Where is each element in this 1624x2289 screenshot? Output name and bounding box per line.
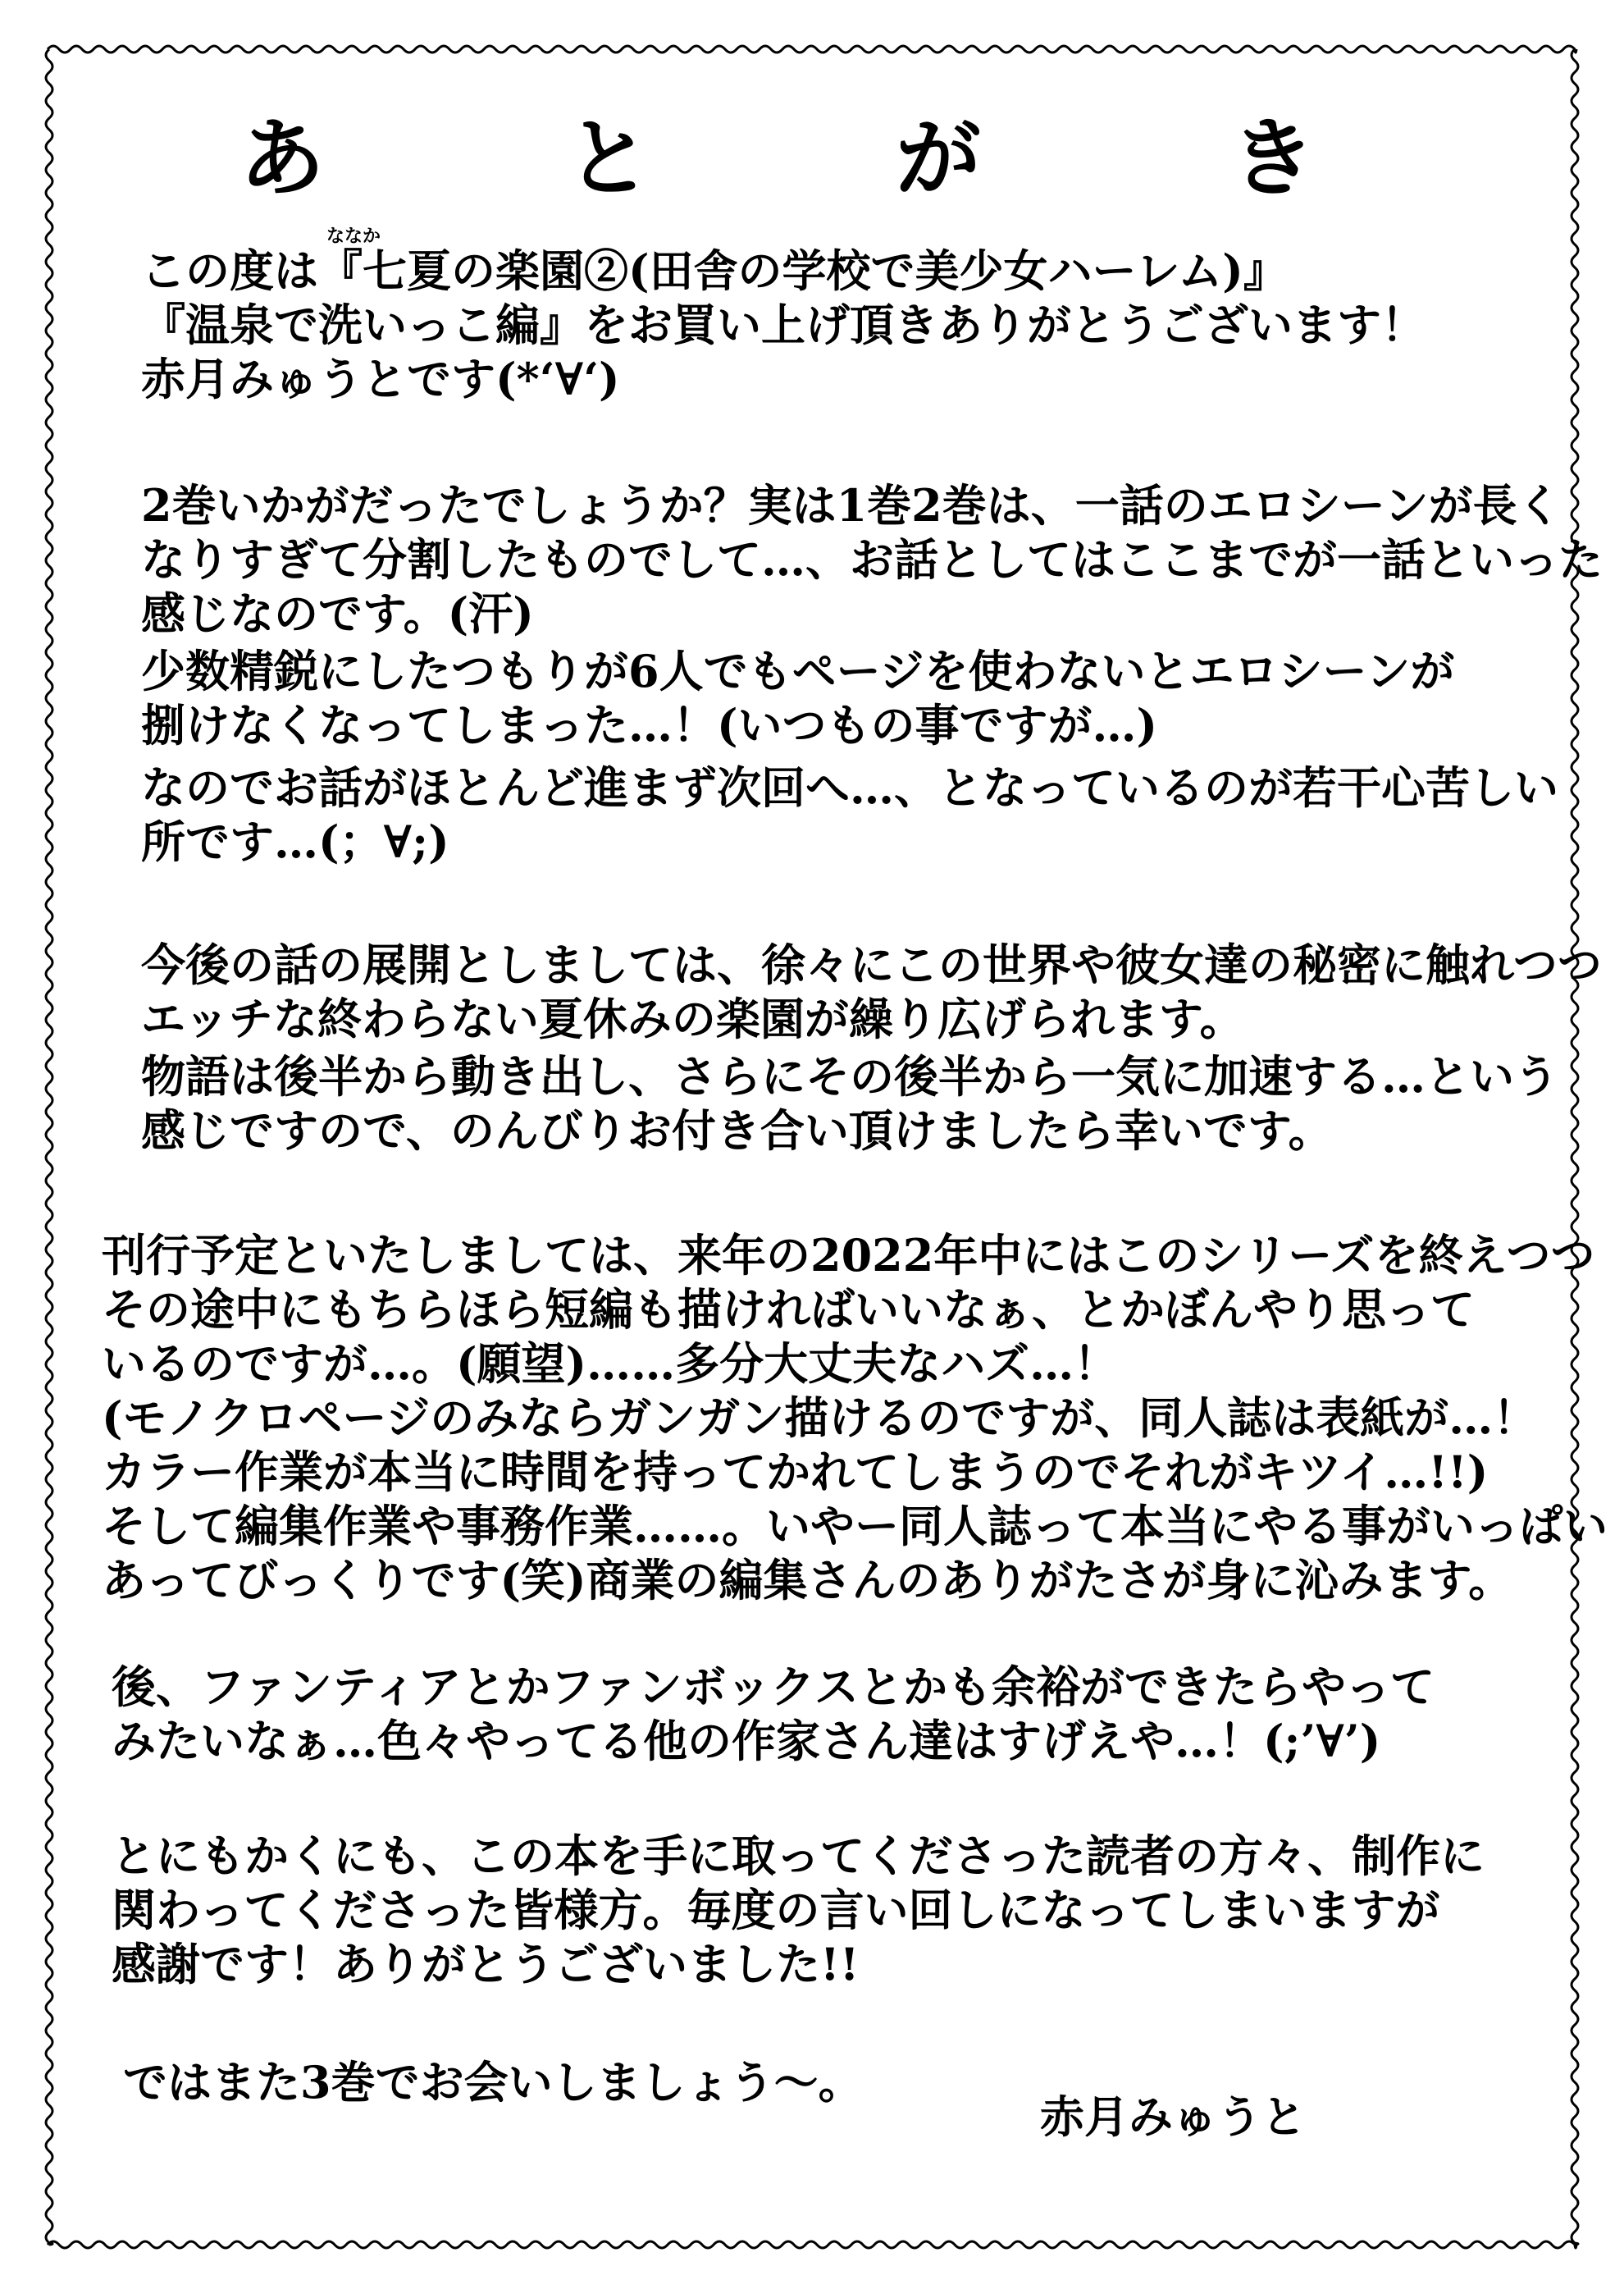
text-line: いるのですが…。(願望)……多分大丈夫なハズ…！ bbox=[102, 1337, 1119, 1390]
furigana: ななか bbox=[326, 226, 381, 247]
text-line: この度は『七夏の楽園②(田舎の学校で美少女ハーレム)』 bbox=[141, 244, 1288, 297]
text-line: エッチな終わらない夏休みの楽園が繰り広げられます。 bbox=[141, 993, 1244, 1045]
text-line: 捌けなくなってしまった…！(いつもの事ですが…) bbox=[141, 699, 1158, 752]
text-line: 所です…(；∀;) bbox=[141, 816, 449, 868]
text-line: その途中にもちらほら短編も描ければいいなぁ、とかぼんやり思って bbox=[102, 1283, 1475, 1336]
text-line: 『温泉で洗いっこ編』をお買い上げ頂きありがとうございます！ bbox=[141, 299, 1426, 351]
text-line: 刊行予定といたしましては、来年の2022年中にはこのシリーズを終えつつ bbox=[102, 1229, 1595, 1282]
text-line: そして編集作業や事務作業……。いやー同人誌って本当にやる事がいっぱい bbox=[102, 1500, 1608, 1552]
text-line: 2巻いかがだったでしょうか？実は1巻2巻は、一話のエロシーンが長く bbox=[141, 479, 1562, 532]
title-char: あ bbox=[239, 108, 326, 208]
text-line: 感謝です！ありがとうございました!! bbox=[112, 1938, 860, 1990]
text-line: とにもかくにも、この本を手に取ってくださった読者の方々、制作に bbox=[112, 1830, 1485, 1882]
text-line: 物語は後半から動き出し、さらにその後半から一気に加速する…という bbox=[141, 1050, 1558, 1103]
author-signature: 赤月みゅうと bbox=[1040, 2090, 1306, 2143]
text-line: 感じなのです。(汗) bbox=[141, 587, 534, 640]
title-char: と bbox=[566, 108, 652, 208]
text-line: あってびっくりです(笑)商業の編集さんのありがたさが身に沁みます。 bbox=[102, 1554, 1513, 1606]
text-line: なのでお話がほとんど進まず次回へ…、となっているのが若干心苦しい bbox=[141, 761, 1558, 814]
title-char: き bbox=[1230, 108, 1316, 208]
text-line: 後、ファンティアとかファンボックスとかも余裕ができたらやって bbox=[112, 1661, 1435, 1713]
text-line: ではまた3巻でお会いしましょう～。 bbox=[123, 2056, 863, 2109]
text-line: 関わってくださった皆様方。毎度の言い回しになってしまいますが bbox=[112, 1884, 1440, 1936]
wavy-border-bottom bbox=[48, 2241, 1576, 2248]
text-line: (モノクロページのみならガンガン描けるのですが、同人誌は表紙が…！ bbox=[102, 1391, 1538, 1444]
text-line: 今後の話の展開としましては、徐々にこの世界や彼女達の秘密に触れつつ bbox=[141, 939, 1602, 991]
title-char: が bbox=[896, 108, 982, 208]
wavy-border-right bbox=[1572, 49, 1578, 2245]
text-line: 赤月みゅうとです(*‘∀‘) bbox=[141, 353, 620, 405]
text-line: 感じですので、のんびりお付き合い頂けましたら幸いです。 bbox=[141, 1104, 1333, 1157]
wavy-border-left bbox=[46, 49, 52, 2245]
text-line: 少数精鋭にしたつもりが6人でもページを使わないとエロシーンが bbox=[141, 645, 1455, 697]
wavy-border-top bbox=[48, 46, 1576, 53]
text-line: なりすぎて分割したものでして…、お話としてはここまでが一話といった bbox=[141, 533, 1603, 586]
text-line: みたいなぁ…色々やってる他の作家さん達はすげえや…！(;’∀’) bbox=[112, 1715, 1381, 1767]
text-line: カラー作業が本当に時間を持ってかれてしまうのでそれがキツイ…!!) bbox=[102, 1446, 1489, 1498]
